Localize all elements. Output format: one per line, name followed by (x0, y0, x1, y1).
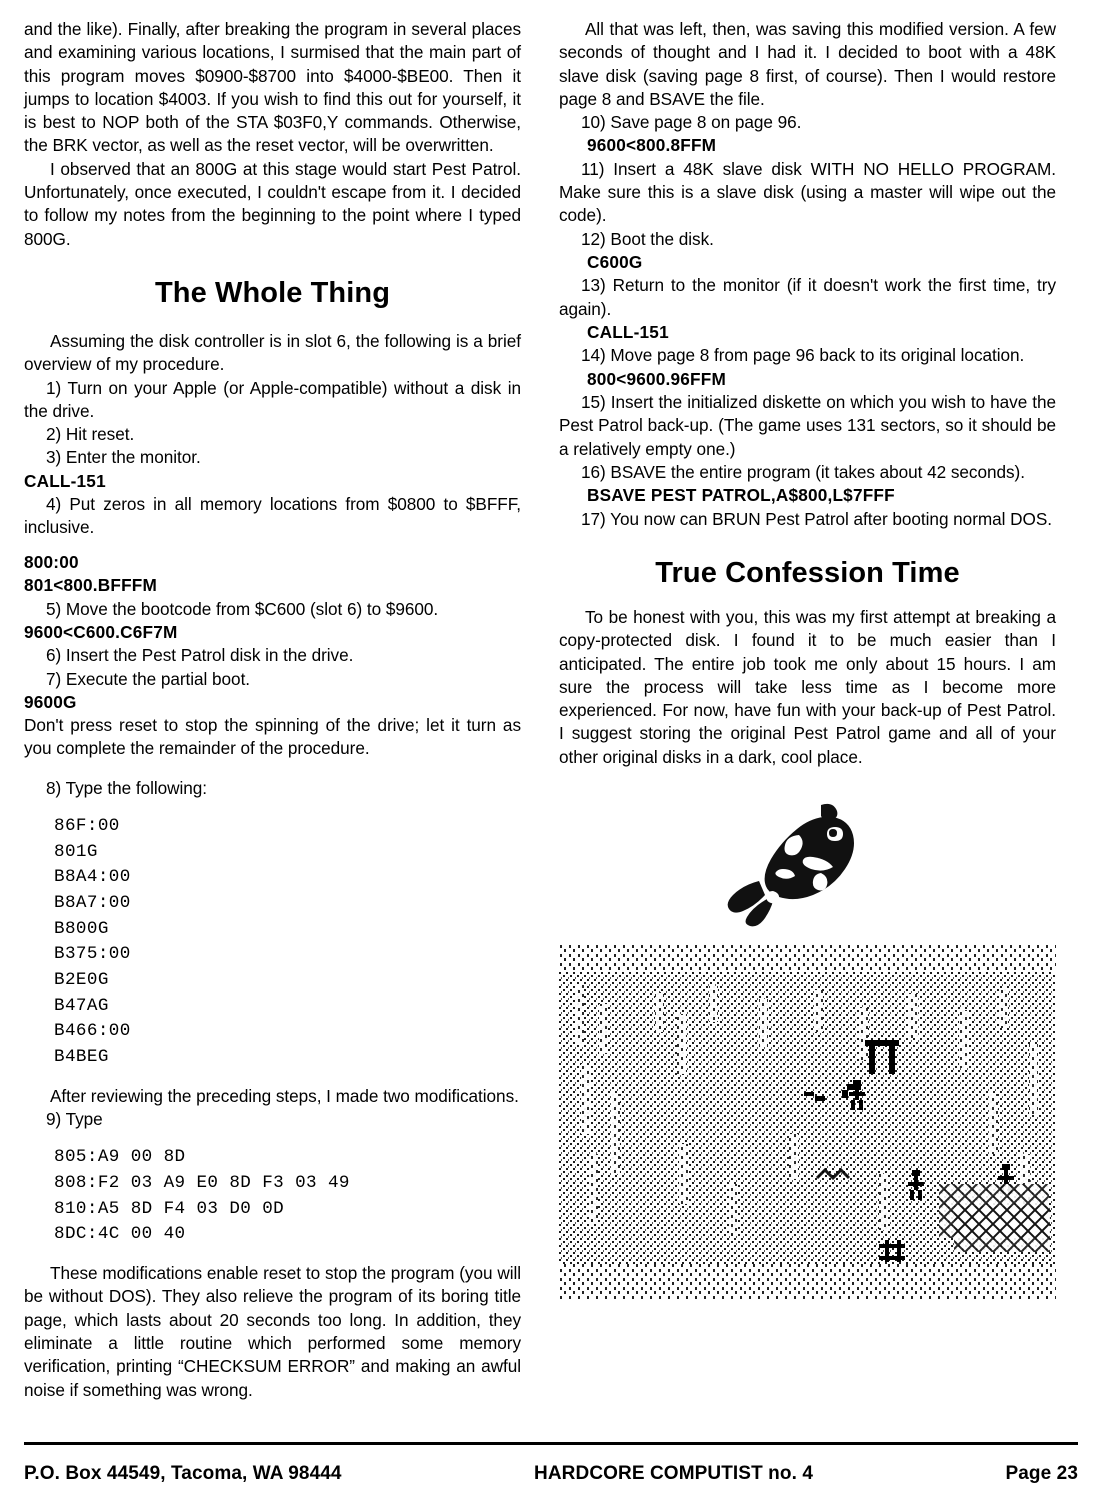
step-item: 16) BSAVE the entire program (it takes about 42 seconds). (581, 462, 1025, 483)
step-item: 15) Insert the initialized diskette on which you wish to have the Pest Patrol back-up. (The game uses 131 sectors, so it should be a relatively empty one.) (559, 392, 1056, 459)
paragraph-confession: To be honest with you, this was my first attempt at breaking a copy-protected disk. I found it to be much easier than I anticipated. The entire job took me only about 15 hours. I am sure the process will take less time as I become more experienced. For now, have fun with your back-up of Pest Patrol. I suggest storing the original Pest Patrol game and all of your other original disks in a dark, cool place. (559, 607, 1056, 767)
step-item: 3) Enter the monitor. (46, 447, 201, 468)
command-801-move: 801<800.BFFFM (24, 575, 157, 596)
paragraph: I observed that an 800G at this stage would start Pest Patrol. Unfortunately, once executed, I couldn't escape from it. I decided to follow my notes from the beginning to the point where I typed 800G. (24, 158, 521, 249)
footer-address: P.O. Box 44549, Tacoma, WA 98444 (24, 1463, 342, 1484)
paragraph: and the like). Finally, after breaking the program in several places and examining various locations, I surmised that the main part of this program moves $0900-$8700 into $4000-$BE00. Then it jumps to location $4003. If you wish to find this out for yourself, it is best to NOP both of the STA $03F0,Y commands. Otherwise, the BRK vector, as well as the reset vector, will be overwritten. (24, 19, 521, 156)
command-800-restore: 800<9600.96FFM (587, 368, 726, 389)
code-block-patch-bytes: 805:A9 00 8D 808:F2 03 A9 E0 8D F3 03 49 810:A5 8D F4 03 D0 0D 8DC:4C 00 40 (54, 1147, 350, 1245)
command-9600-save-page8: 9600<800.8FFM (587, 135, 717, 156)
command-9600-move: 9600<C600.C6F7M (24, 621, 178, 642)
step-item: 2) Hit reset. (46, 424, 135, 445)
step-item: 13) Return to the monitor (if it doesn't work the first time, try again). (559, 275, 1056, 319)
paragraph-intro: Assuming the disk controller is in slot 6, the following is a brief overview of my procedure. (24, 330, 521, 375)
paragraph-closing: These modifications enable reset to stop the program (you will be without DOS). They also relieve the program of its boring title page, which lasts about 20 seconds too long. In addition, they eliminate a little routine which performed some memory verification, printing “CHECKSUM ERROR” and making an awful noise if something was wrong. (24, 1263, 521, 1400)
section-heading-true-confession-time: True Confession Time (655, 557, 960, 589)
step-item: 12) Boot the disk. (581, 228, 714, 249)
game-screenshot-illustration (559, 944, 1056, 1299)
command-c600g: C600G (587, 252, 643, 273)
command-9600g: 9600G (24, 691, 77, 712)
command-call-151: CALL-151 (24, 470, 106, 491)
paragraph-warning: Don't press reset to stop the spinning of the drive; let it turn as you complete the remainder of the procedure. (24, 715, 521, 759)
step-item: 8) Type the following: (46, 777, 208, 798)
right-column (559, 18, 1056, 1299)
step-item: 4) Put zeros in all memory locations from $0800 to $BFFF, inclusive. (24, 494, 521, 538)
command-800-zero: 800:00 (24, 551, 79, 572)
step-item: 6) Insert the Pest Patrol disk in the drive. (46, 645, 354, 666)
step-item: 10) Save page 8 on page 96. (581, 112, 802, 133)
section-heading-the-whole-thing: The Whole Thing (154, 276, 391, 309)
command-bsave-pest-patrol: BSAVE PEST PATROL,A$800,L$7FFF (587, 485, 895, 506)
command-call-151: CALL-151 (587, 322, 669, 343)
page-footer (24, 1463, 1078, 1485)
step-item: 14) Move page 8 from page 96 back to its original location. (581, 345, 1025, 366)
footer-page-number: Page 23 (1005, 1463, 1078, 1484)
footer-divider (24, 1442, 1078, 1445)
pest-bug-illustration (703, 795, 913, 930)
step-item: 11) Insert a 48K slave disk WITH NO HELLO PROGRAM. Make sure this is a slave disk (using a master will wipe out the code). (559, 158, 1056, 226)
step-item: 17) You now can BRUN Pest Patrol after booting normal DOS. (581, 508, 1052, 529)
code-block-monitor-entries: 86F:00 801G B8A4:00 B8A7:00 B800G B375:00 B2E0G B47AG B466:00 B4BEG (54, 816, 131, 1068)
two-column-body (24, 18, 1078, 1402)
step-item: 5) Move the bootcode from $C600 (slot 6) to $9600. (46, 598, 439, 619)
left-column (24, 18, 521, 1402)
paragraph: After reviewing the preceding steps, I made two modifications. (50, 1085, 519, 1106)
footer-publication: HARDCORE COMPUTIST no. 4 (534, 1463, 813, 1484)
step-item: 9) Type (46, 1109, 103, 1130)
paragraph: All that was left, then, was saving this modified version. A few seconds of thought and I had it. I decided to boot with a 48K slave disk (saving page 8 first, of course). Then I would restore page 8 and BSAVE the file. (559, 19, 1056, 109)
step-item: 1) Turn on your Apple (or Apple-compatible) without a disk in the drive. (24, 377, 521, 421)
step-item: 7) Execute the partial boot. (46, 668, 251, 689)
